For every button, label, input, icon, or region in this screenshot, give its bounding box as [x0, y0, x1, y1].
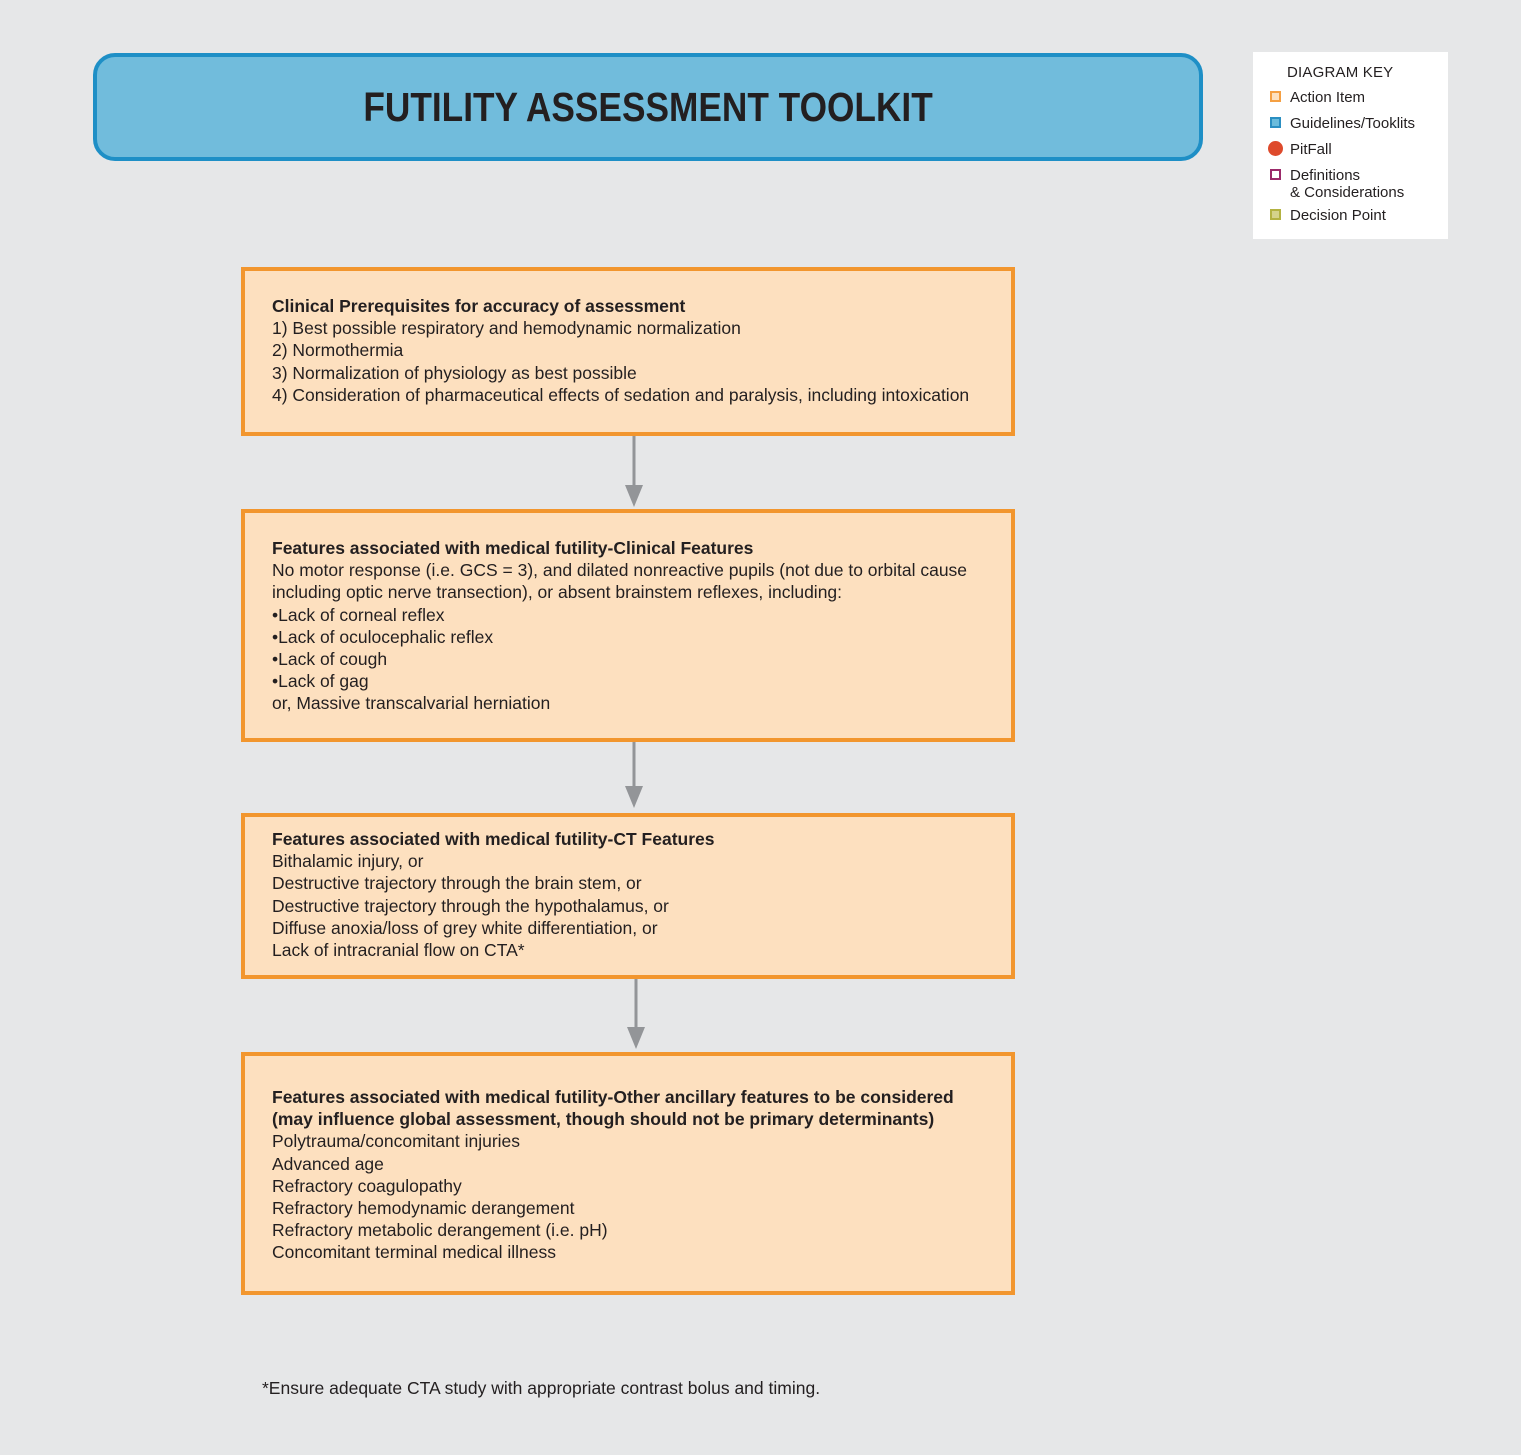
box-line: 4) Consideration of pharmaceutical effects of sedation and paralysis, including intoxication: [272, 384, 970, 405]
key-item-action: [1270, 89, 1448, 106]
box-line: Destructive trajectory through the hypothalamus, or: [272, 895, 669, 916]
box-line: Refractory hemodynamic derangement: [272, 1198, 575, 1219]
box-clinical-features: [241, 509, 1015, 742]
box-line: Polytrauma/concomitant injuries: [272, 1131, 521, 1152]
box-line: •Lack of cough: [272, 649, 388, 670]
arrow-head-icon: [627, 1027, 645, 1049]
key-item-label: Decision Point: [1290, 207, 1386, 224]
box-ct-features: [241, 813, 1015, 979]
box-line: •Lack of oculocephalic reflex: [272, 626, 494, 647]
box-line: 3) Normalization of physiology as best possible: [272, 362, 637, 383]
key-item-label: PitFall: [1290, 141, 1332, 158]
key-item-pitfall: [1270, 141, 1448, 158]
box-line: Refractory coagulopathy: [272, 1175, 462, 1196]
box-line: Refractory metabolic derangement (i.e. pH): [272, 1220, 608, 1241]
box-line: Destructive trajectory through the brain stem, or: [272, 873, 642, 894]
decision-point-swatch-icon: [1270, 209, 1281, 220]
box-heading: Features associated with medical futility-Other ancillary features to be considered: [272, 1087, 954, 1107]
box-line: Advanced age: [272, 1153, 384, 1174]
box-line: 1) Best possible respiratory and hemodynamic normalization: [272, 318, 741, 339]
arrow-head-icon: [625, 485, 643, 507]
box-line: Lack of intracranial flow on CTA*: [272, 940, 525, 961]
box-line: or, Massive transcalvarial herniation: [272, 693, 551, 714]
box-line: •Lack of corneal reflex: [272, 604, 445, 625]
box-heading: Features associated with medical futility-CT Features: [272, 829, 715, 849]
key-item-label-line2: & Considerations: [1290, 184, 1405, 201]
footnote: *Ensure adequate CTA study with appropriate contrast bolus and timing.: [262, 1378, 821, 1398]
action-item-swatch-icon: [1270, 91, 1281, 102]
diagram-key-title: DIAGRAM KEY: [1287, 64, 1394, 81]
box-line: Bithalamic injury, or: [272, 851, 424, 872]
pitfall-swatch-icon: [1268, 141, 1283, 156]
key-item-label: Guidelines/Tooklits: [1290, 115, 1416, 132]
box-line: including optic nerve transection), or absent brainstem reflexes, including:: [272, 582, 843, 603]
guidelines-swatch-icon: [1270, 117, 1281, 128]
box-heading: Features associated with medical futility-Clinical Features: [272, 538, 754, 558]
definitions-swatch-icon: [1270, 169, 1281, 180]
key-item-label: Action Item: [1290, 89, 1366, 106]
title-banner: [93, 53, 1203, 161]
diagram-key: [1253, 52, 1448, 239]
key-item-decision: [1270, 207, 1448, 224]
key-item-guidelines: [1270, 115, 1448, 132]
box-line: Concomitant terminal medical illness: [272, 1242, 556, 1263]
box-ancillary-features: [241, 1052, 1015, 1295]
box-line: •Lack of gag: [272, 671, 369, 692]
box-line: 2) Normothermia: [272, 340, 404, 361]
key-item-definitions: [1270, 167, 1448, 201]
page-title: FUTILITY ASSESSMENT TOOLKIT: [363, 83, 933, 130]
box-heading: Clinical Prerequisites for accuracy of assessment: [272, 296, 686, 316]
box-heading-line2: (may influence global assessment, though should not be primary determinants): [272, 1109, 935, 1130]
box-line: Diffuse anoxia/loss of grey white differentiation, or: [272, 917, 658, 938]
key-item-label: Definitions: [1290, 167, 1361, 184]
box-clinical-prerequisites: [241, 267, 1015, 436]
box-line: No motor response (i.e. GCS = 3), and dilated nonreactive pupils (not due to orbital cause: [272, 560, 968, 581]
arrow-head-icon: [625, 786, 643, 808]
